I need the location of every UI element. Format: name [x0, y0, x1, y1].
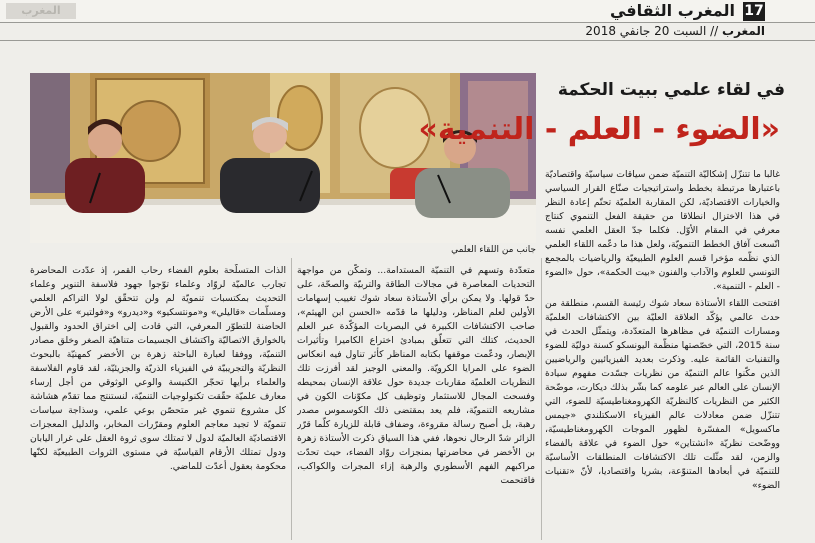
faded-brand-logo: المغرب [6, 3, 76, 19]
article-kicker: في لقاء علمي ببيت الحكمة [557, 80, 785, 100]
column-separator [541, 258, 542, 540]
column-separator [291, 258, 292, 540]
paragraph: افتتحت اللقاء الأستاذة سعاد شوك رئيسة القسم، منطلقة من حدث عالمي يؤكّد العلاقة العليّة بين الاكتشافات العلميّة ومسارات التنميّة في مظاهرها المتعدّدة، ويتمثّل الحدث في سنة 2015، التي خصّصتها منظّمة اليونسكو كسنة دوليّة للضوء والتقنيات القائمة عليه. وذكرت بعديد الفيزيائيين والرياضيين الذين مكّنوا عالم التنميّة من نظريات جسّدت مفهوم سيادة الإنسان على العالم عبر علومه كما بشّر بذلك ديكارت، موضّحة الكثير من النظريات كالنظريّة الكهرومغناطيسيّة للضوء، التي تتنزّل ضمن معادلات عالم الفيزياء الاسكتلندي «جيمس ماكسويل» المفسّرة لظهور الموجات الكهرومغناطيسيّة، ووضّحت نظريّة «انشتاين» حول الضوء في علاقة بالفضاء والزمن، لقد مثّلت تلك الاكتشافات المنطلقات الأساسيّة للتنميّة في أبعادها المتنوّعة، بشريا واقتصاديا، لأنّ «تقنيات الضوء» [545, 298, 780, 491]
dateline-date: // السبت 20 جانفي 2018 [585, 24, 719, 38]
article-photo-illustration [30, 73, 536, 243]
paragraph: غالبا ما تتنزّل إشكاليّة التنميّة ضمن سياقات سياسيّة واقتصاديّة باعتبارها مرتبطة بخطط واستراتيجيات صنّاع القرار السياسي والخيارات الاقتصاديّة، لكن المقاربة العلميّة تحتّم إعادة النظر في هذا الاختزال انطلاقا من حقيقة الفعل التنموي كنتاج معرفي في المقام الأوّل. فكلما جدّ العقل العلمي نفسه اتّسعت آفاق الخطط التنمويّة، ولعل هذا ما دعّمه اللقاء العلمي الذي نظّمه مؤخرا قسم العلوم الطبيعيّة والرياضيات بالمجمع التونسي للعلوم والآداب والفنون «بيت الحكمة»، حول «الضوء - العلم - التنمية». [545, 169, 780, 292]
article-column-1 [545, 168, 780, 540]
photo-caption: جانب من اللقاء العلمي [451, 245, 536, 255]
article-headline: «الضوء - العلم - التنمية» [418, 112, 780, 147]
page-number: 17 [744, 3, 764, 19]
section-title: المغرب الثقافي [609, 1, 735, 20]
dateline-paper: المغرب [722, 24, 765, 38]
dateline [585, 24, 765, 38]
dateline-rule [0, 40, 815, 41]
article-column-2 [297, 264, 535, 540]
article-photo [30, 73, 536, 243]
paragraph: متعدّدة وتسهم في التنميّة المستدامة... وتمكّن من مواجهة التحديات المعاصرة في مجالات الطاقة والتربيّة والصحّة، على حدّ قولها. ولا يمكن برأي الأستاذة سعاد شوك تغييب إسهامات الأولين لعلم المناظر، ودليلها ما قدّمه «الحسن ابن الهيثم»، صاحب الاكتشافات الكبيرة في البصريات المؤكّدة عبر العلم الحديث، كتلك التي تتعلّق بمبادئ اختراع الكاميرا وتأثيرات الإبصار، ودعّمت موقفها بكتابه المناظر كأثر تناول فيه انعكاس الضوء على المرايا الكرويّة. والمعنى الوجيز لقد أفرزت تلك النظريات العلميّة مقاربات جديدة حول علاقة الإنسان بمحيطه وفسحت المجال للاستثمار وتوظيف كل مكوّنات الكون في مشاريعه التنمويّة، فلم يعد بمقتضى ذلك الكوسموس مصدر رهبة، بل أصبح رسالة مقروءة، وضفاف قابلة للزيارة كلّما قرّر الزائر شدّ الرحال نحوها، ففي هذا السياق ذكرت الأستاذة زهرة بن الأخضر في محاضرتها بمنجزات روّاد الفضاء، حيث تحدّت مراكبهم الفهم الأسطوري والرهبة إزاء المجرات والكواكب، فاقتحمت [297, 265, 535, 486]
paragraph: الذات المتسلّحة بعلوم الفضاء رحاب القمر، إذ عدّدت المحاضرة تجارب عالميّة لروّاد وعلماء توّجوا جهود فلاسفة التنوير وعلماء التحديث بمكتسبات تنمويّة لم ولن تتحقّق لولا التراكم العلمي ومسلّمات «قاليلي» و«مونتسكيو» و«ديدرو» و«فولتير» على الأرض الحاضنة للتطوّر المعرفي، التي قادت إلى اختراق الحدود والقبول بالخوارق الاتصاليّة واكتشاف الجسيمات متناهيّة الصغر وخلق مصادر التنميّة، ووفقا لعبارة الباحثة زهرة بن الأخضر كمهنيّة بالبحوث النظريّة والتجريبيّة في الفيزياء الذريّة والجزيئيّة، لقد قاوم الفلاسفة والعلماء برأيها تحجّر الكنيسة والوعي الوثوقي من أجل إرساء معارف علميّة حقّقت تكنولوجيات التنميّة، لنستنتج مما تقدّم هشاشة كل مشروع تنموي غير متحصّن بوعي علمي، وسذاجة سياسات تنمويّة لا تجيد معاجم العلوم ومقرّرات المخابر، والدليل المعجزات الاقتصاديّة العالميّة لدول لا تمتلك سوى ثروة العقل على غرار اليابان ودول تمتلك الأرقام القياسيّة في مستوى الثروات الطبيعيّة لكنّها محكومة بعقول أعدّت للماضي. [30, 265, 286, 472]
article-column-3 [30, 264, 286, 540]
header-rule [0, 22, 815, 23]
